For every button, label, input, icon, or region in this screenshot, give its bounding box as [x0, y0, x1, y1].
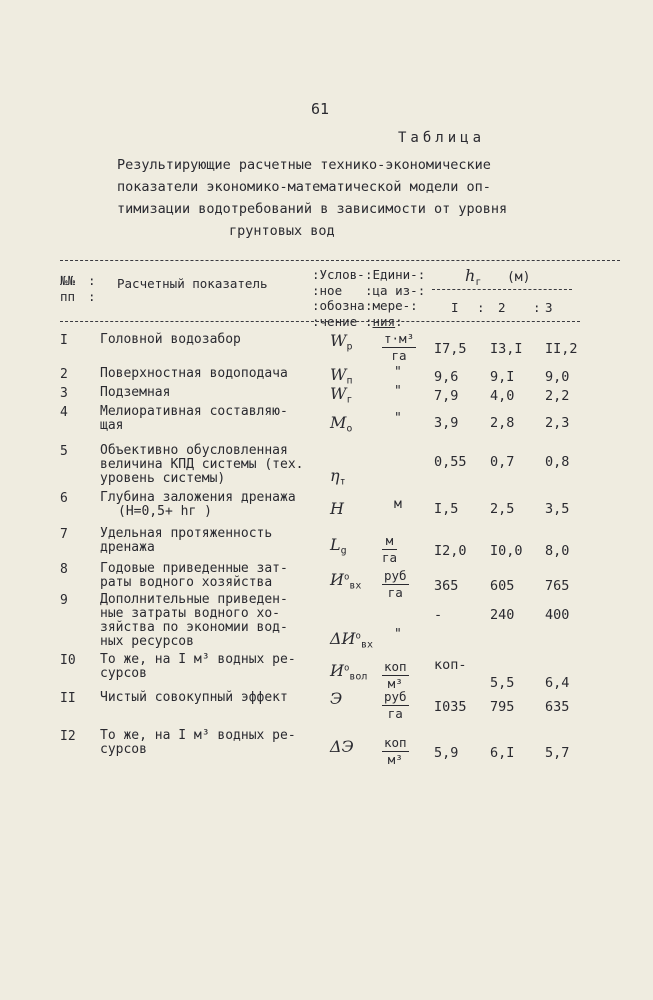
row-symbol-main: M: [330, 413, 347, 432]
row-unit-numerator: т·м³: [384, 331, 415, 346]
row-number: 4: [60, 405, 68, 420]
header-symbol: :Услов- :ное :обозна :чение: [312, 267, 365, 329]
row-indicator: [100, 444, 304, 486]
row-unit-numerator: руб: [384, 568, 407, 583]
row-number: I: [60, 333, 68, 348]
row-symbol-main: Э: [330, 689, 343, 708]
value-col-2: 4,0: [490, 388, 515, 404]
row-number: I0: [60, 653, 76, 668]
row-unit-numerator: м: [382, 533, 397, 550]
header-top-rule: [60, 260, 620, 261]
row-number: I2: [60, 729, 76, 744]
row-symbol-main: ΔЭ: [330, 737, 354, 756]
value-col-3: 9,0: [545, 369, 570, 385]
value-col-1: I2,0: [434, 543, 467, 559]
value-col-2: 605: [490, 578, 515, 594]
value-col-2: 0,7: [490, 454, 515, 470]
row-symbol-main: H: [330, 499, 344, 518]
row-indicator-line: ных ресурсов: [100, 634, 194, 649]
value-col-1: 3,9: [434, 415, 459, 431]
row-unit: [382, 735, 409, 768]
row-indicator-line: ные затраты водного хо-: [100, 606, 281, 621]
row-symbol-sub: вх: [360, 639, 373, 651]
row-unit: [382, 331, 416, 364]
row-unit: [382, 659, 409, 692]
row-unit-numerator: руб: [384, 689, 407, 704]
header-col-sep: :: [477, 300, 485, 315]
row-number: 8: [60, 562, 68, 577]
value-col-3: 0,8: [545, 454, 570, 470]
row-indicator-line: Подземная: [100, 385, 171, 400]
row-number: 7: [60, 527, 68, 542]
row-unit-denominator: га: [387, 585, 403, 600]
header-col-2: 2: [498, 300, 506, 315]
row-indicator-line: щая: [100, 418, 124, 433]
row-indicator: [100, 405, 288, 433]
row-indicator-line: Глубина заложения дренажа: [100, 490, 296, 505]
row-indicator-line: Головной водозабор: [100, 332, 241, 347]
table-caption: [117, 154, 507, 242]
header-indicator: Расчетный показатель: [117, 276, 268, 291]
row-indicator-line: Дополнительные приведен-: [100, 592, 288, 607]
value-col-3: 765: [545, 578, 570, 594]
row-unit: ": [394, 411, 402, 426]
value-col-2: I3,I: [490, 341, 523, 357]
row-unit: [382, 568, 409, 601]
header-unit: :Едини-: :ца из-: :мере-: :ния:: [365, 267, 426, 329]
row-symbol: [330, 570, 361, 592]
row-indicator-line: Объективно обусловленная: [100, 443, 288, 458]
row-symbol: [330, 535, 347, 557]
row-symbol-sub: т: [339, 476, 346, 488]
header-num: №№ пп: [60, 273, 76, 304]
row-unit-numerator: коп: [384, 735, 407, 750]
caption-line: Результирующие расчетные технико-экономические: [117, 157, 491, 173]
header-hg: $h_г$ (м): [465, 266, 531, 289]
row-indicator-line: сурсов: [100, 666, 147, 681]
header-col-1: I: [451, 300, 459, 315]
value-col-2: 9,I: [490, 369, 515, 385]
value-col-1: 7,9: [434, 388, 459, 404]
row-indicator-line: раты водного хозяйства: [100, 575, 273, 590]
row-symbol-sub: вол: [349, 671, 368, 683]
value-col-2: 2,5: [490, 501, 515, 517]
row-number: 6: [60, 491, 68, 506]
row-symbol: [330, 737, 354, 756]
value-col-1: I035: [434, 699, 467, 715]
row-indicator: [100, 527, 272, 555]
value-col-1: 5,9: [434, 745, 459, 761]
row-indicator: [100, 691, 288, 705]
row-unit: ": [394, 384, 402, 399]
value-col-3: II,2: [545, 341, 578, 357]
row-unit: [382, 689, 409, 722]
hg-group-rule: [432, 289, 572, 290]
caption-line: тимизации водотребований в зависимости от уровня: [117, 201, 508, 217]
value-col-2: I0,0: [490, 543, 523, 559]
value-col-3: 5,7: [545, 745, 570, 761]
row-indicator-line: То же, на I м³ водных ре-: [100, 728, 296, 743]
row-unit: м: [394, 497, 402, 512]
row-symbol-sup: о: [355, 631, 361, 642]
value-col-2: 240: [490, 607, 515, 623]
row-symbol-sub: г: [346, 394, 353, 406]
row-indicator-line: уровень системы): [100, 471, 226, 486]
row-symbol-main: W: [330, 384, 347, 403]
value-col-2: 6,I: [490, 745, 515, 761]
row-symbol: [330, 384, 352, 406]
row-symbol: [330, 331, 352, 353]
row-number: II: [60, 691, 76, 706]
row-unit: ": [394, 627, 402, 642]
value-col-2: 795: [490, 699, 515, 715]
row-symbol-main: L: [330, 535, 341, 554]
row-indicator-line: Поверхностная водоподача: [100, 366, 288, 381]
row-unit-denominator: га: [387, 706, 403, 721]
row-symbol-sup: о: [343, 572, 350, 583]
row-indicator-line: сурсов: [100, 742, 147, 757]
caption-line: показатели экономико-математической модели оп-: [117, 179, 491, 195]
value-col-1: 0,55: [434, 454, 467, 470]
value-col-1: 365: [434, 578, 459, 594]
row-symbol-main: ΔИ: [330, 629, 356, 648]
row-indicator: [100, 386, 170, 400]
row-symbol: [330, 629, 373, 651]
value-col-1: I7,5: [434, 341, 467, 357]
value-col-3: 3,5: [545, 501, 570, 517]
value-col-3: 2,3: [545, 415, 570, 431]
row-number: 9: [60, 593, 68, 608]
header-separator: : :: [88, 273, 96, 304]
table-label: Таблица: [398, 130, 486, 146]
row-unit: ": [394, 365, 402, 380]
value-col-3: 400: [545, 607, 570, 623]
value-col-3: 6,4: [545, 675, 570, 691]
row-symbol-sub: вх: [349, 580, 362, 592]
row-indicator-line: То же, на I м³ водных ре-: [100, 652, 296, 667]
row-indicator-line: зяйства по экономии вод-: [100, 620, 288, 635]
row-symbol: [330, 466, 346, 488]
value-col-1: I,5: [434, 501, 459, 517]
row-symbol: [330, 413, 352, 435]
row-indicator-line: Мелиоративная составляю-: [100, 404, 288, 419]
caption-line: грунтовых вод: [229, 223, 335, 239]
row-indicator-line: Годовые приведенные зат-: [100, 561, 288, 576]
row-symbol-sup: о: [343, 663, 350, 674]
row-indicator-line: величина КПД системы (тех.: [100, 457, 304, 472]
row-symbol: [330, 661, 367, 683]
row-indicator: [100, 593, 288, 649]
row-unit-denominator: м³: [387, 676, 403, 691]
value-col-3: 8,0: [545, 543, 570, 559]
row-indicator-line: дренажа: [100, 540, 155, 555]
row-symbol-sub: п: [346, 375, 353, 387]
value-col-1: -: [434, 607, 443, 623]
row-symbol-sub: p: [346, 341, 353, 353]
row-symbol-main: η: [330, 466, 340, 485]
value-col-3: 2,2: [545, 388, 570, 404]
row-symbol-main: W: [330, 331, 347, 350]
row-number: 3: [60, 386, 68, 401]
value-col-1: 9,6: [434, 369, 459, 385]
row-indicator-line: Чистый совокупный эффект: [100, 690, 288, 705]
row-symbol-main: W: [330, 365, 347, 384]
row-indicator-line: (H=0,5+ hг ): [118, 504, 212, 519]
row-indicator: [100, 491, 296, 519]
row-unit: [382, 533, 397, 566]
row-indicator: [100, 562, 288, 590]
value-col-2: 2,8: [490, 415, 515, 431]
value-col-3: 635: [545, 699, 570, 715]
row-symbol: [330, 689, 342, 708]
row-symbol-main: И: [330, 570, 344, 589]
row-indicator: [100, 367, 288, 381]
row-number: 5: [60, 444, 68, 459]
row-unit-denominator: га: [382, 550, 398, 565]
row-unit-denominator: м³: [387, 752, 403, 767]
row-symbol: [330, 499, 344, 518]
value-col-2: 5,5: [490, 675, 515, 691]
header-col-sep: :: [533, 300, 541, 315]
row-number: 2: [60, 367, 68, 382]
row-indicator: [100, 653, 296, 681]
value-col-1: коп-: [434, 657, 467, 673]
row-indicator: [100, 333, 241, 347]
header-col-3: 3: [545, 300, 553, 315]
row-indicator: [100, 729, 296, 757]
row-symbol-sub: g: [340, 545, 347, 557]
row-symbol-sub: o: [346, 423, 353, 435]
row-unit-numerator: коп: [384, 659, 407, 674]
page-number: 61: [311, 100, 330, 118]
row-unit-denominator: га: [391, 348, 407, 363]
row-symbol-main: И: [330, 661, 344, 680]
row-indicator-line: Удельная протяженность: [100, 526, 273, 541]
